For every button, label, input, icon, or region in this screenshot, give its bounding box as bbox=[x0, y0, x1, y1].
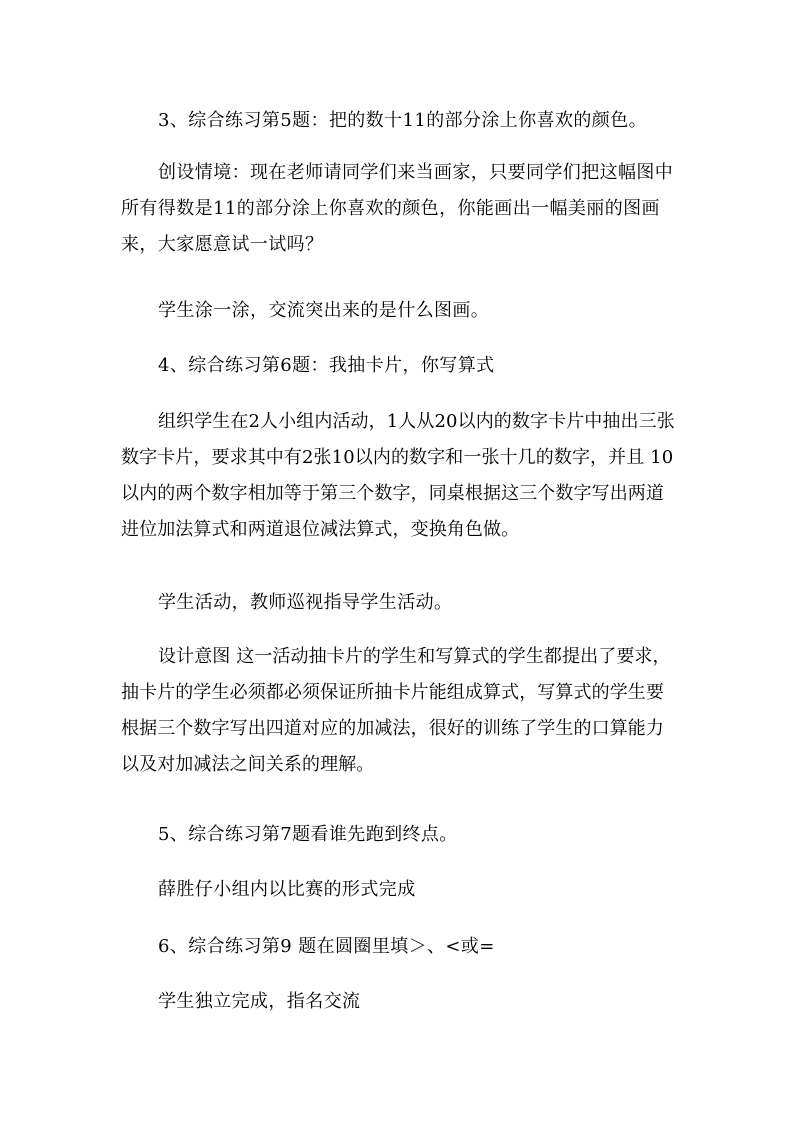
paragraph-group-competition: 薛胜仔小组内以比赛的形式完成 bbox=[158, 879, 416, 900]
paragraph-group-activity: 组织学生在2人小组内活动，1人从20以内的数字卡片中抽出三张数字卡片，要求其中有2张10以内的数字和一张十几的数字，并且 10以内的两个数字相加等于第三个数字，同桌根据这三个数字写出两道进位加法算式和两道退位减法算式，变换角色做。 bbox=[121, 411, 675, 540]
paragraph-exercise-5: 3、综合练习第5题：把的数十11的部分涂上你喜欢的颜色。 bbox=[158, 110, 648, 131]
paragraph-exercise-7: 5、综合练习第7题看谁先跑到终点。 bbox=[158, 824, 458, 845]
paragraph-exercise-9: 6、综合练习第9 题在圆圈里填＞、<或= bbox=[158, 936, 495, 957]
paragraph-exercise-6: 4、综合练习第6题：我抽卡片，你写算式 bbox=[158, 355, 495, 376]
paragraph-design-intent: 设计意图 这一活动抽卡片的学生和写算式的学生都提出了要求，抽卡片的学生必须都必须保证所抽卡片能组成算式，写算式的学生要根据三个数字写出四道对应的加减法，很好的训练了学生的口算能力以及对加减法之间关系的理解。 bbox=[121, 646, 671, 775]
paragraph-student-activity: 学生活动，教师巡视指导学生活动。 bbox=[158, 592, 453, 613]
paragraph-independent-work: 学生独立完成，指名交流 bbox=[158, 991, 361, 1012]
paragraph-scenario: 创设情境：现在老师请同学们来当画家，只要同学们把这幅图中所有得数是11的部分涂上你喜欢的颜色，你能画出一幅美丽的图画来，大家愿意试一试吗？ bbox=[121, 162, 674, 255]
paragraph-coloring-activity: 学生涂一涂，交流突出来的是什么图画。 bbox=[158, 300, 490, 321]
